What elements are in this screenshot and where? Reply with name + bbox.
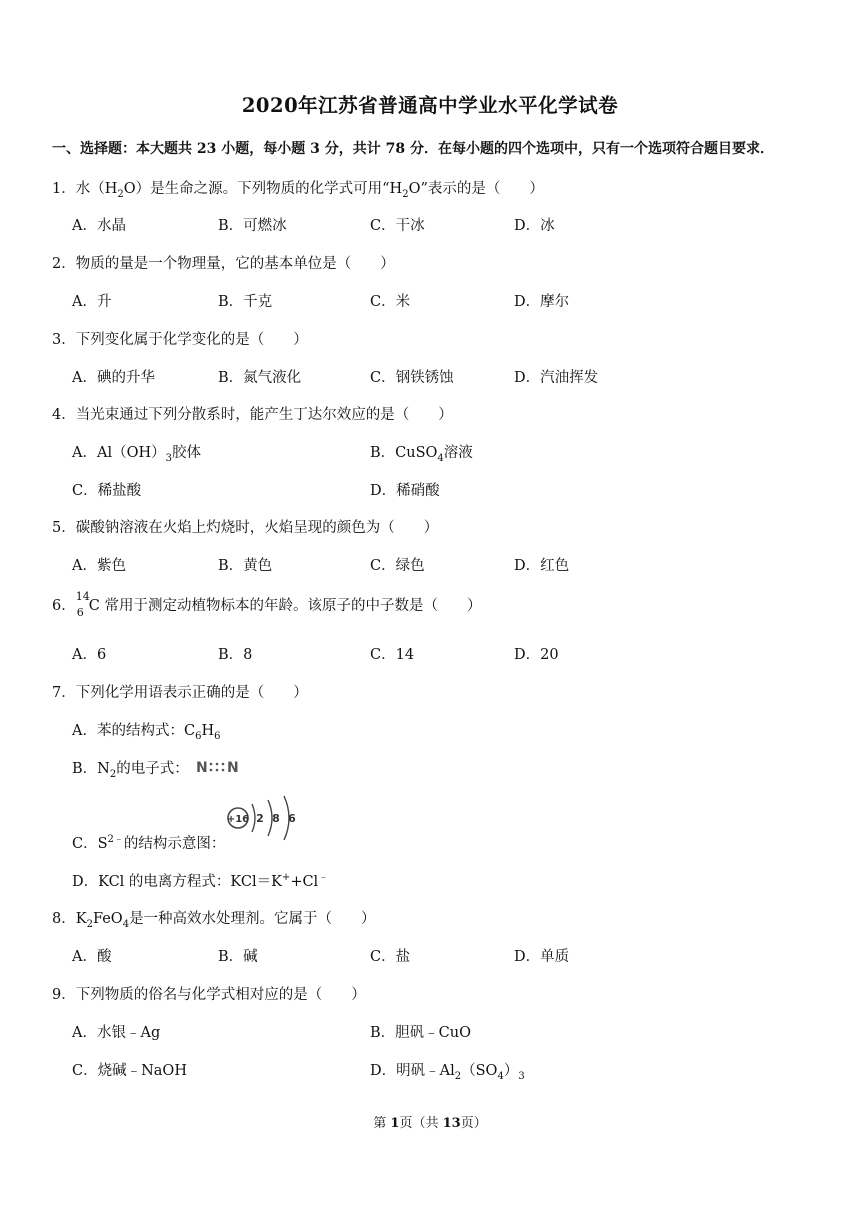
question-8-stem: 8．$K_2FeO_4$是一种高效水处理剂。它属于（ ） — [52, 911, 376, 930]
q7-option-c: C．$S^{2﹣}$的结构示意图： — [72, 834, 226, 852]
q7-option-a: A．苯的结构式：$C_6H_6$ — [72, 723, 221, 742]
q3-option-c: C．钢铁锈蚀 — [370, 370, 454, 386]
question-5-stem: 5．碳酸钠溶液在火焰上灼烧时，火焰呈现的颜色为（ ） — [52, 520, 439, 536]
question-6-stem: 6． 14 6 C 常用于测定动植物标本的年龄。该原子的中子数是（ ） — [52, 590, 482, 619]
question-3-stem: 3．下列变化属于化学变化的是（ ） — [52, 332, 308, 348]
svg-text:N: N — [226, 760, 239, 776]
q3-option-d: D．汽油挥发 — [514, 370, 599, 386]
q6-option-c: C．14 — [370, 647, 415, 663]
q8-option-b: B．碱 — [218, 949, 258, 965]
q2-option-b: B．千克 — [218, 294, 273, 310]
svg-text:+16: +16 — [226, 814, 250, 825]
q2-option-a: A．升 — [72, 294, 112, 310]
q8-option-d: D．单质 — [514, 949, 570, 965]
q4-option-b: B．CuSO$_4$溶液 — [370, 445, 473, 464]
isotope-notation: 14 6 — [75, 590, 90, 619]
q3-option-b: B．氮气液化 — [218, 370, 302, 386]
q2-option-c: C．米 — [370, 294, 411, 310]
n2-electron-formula — [195, 758, 245, 780]
q1-option-b: B．可燃冰 — [218, 218, 287, 234]
question-2-stem: 2．物质的量是一个物理量，它的基本单位是（ ） — [52, 256, 395, 272]
q9-option-a: A．水银﹣Ag — [72, 1025, 161, 1041]
question-4-stem: 4．当光束通过下列分散系时，能产生丁达尔效应的是（ ） — [52, 407, 453, 423]
page-title: 2020年江苏省普通高中学业水平化学试卷 — [241, 94, 619, 117]
q4-option-a: A．$Al(OH)_3$胶体 — [72, 445, 201, 464]
q7-option-d: D．KCl 的电离方程式：KCl＝K++Cl﹣ — [72, 872, 329, 890]
q1-option-a: A．水晶 — [72, 218, 126, 234]
q5-option-c: C．绿色 — [370, 558, 425, 574]
q6-option-b: B．8 — [218, 647, 253, 663]
q3-option-a: A．碘的升华 — [72, 370, 155, 386]
q7-option-b: B．$N_2$的电子式： N N N:::N — [72, 757, 245, 780]
svg-text:6: 6 — [288, 812, 296, 825]
question-1-stem: 1．水$(H_2O)$是生命之源。下列物质的化学式可用“$H_2O$”表示的是（ ） — [52, 181, 544, 200]
q6-option-d: D．20 — [514, 647, 559, 663]
q1-option-d: D．冰 — [514, 218, 555, 234]
svg-text:2: 2 — [256, 812, 264, 825]
q8-option-a: A．酸 — [72, 949, 112, 965]
q5-option-b: B．黄色 — [218, 558, 273, 574]
q9-option-b: B．胆矾﹣CuO — [370, 1025, 471, 1041]
svg-text:8: 8 — [272, 812, 280, 825]
q1-option-c: C．干冰 — [370, 218, 425, 234]
page-footer: 第 1页（共 13页） — [373, 1116, 487, 1131]
q2-option-d: D．摩尔 — [514, 294, 570, 310]
section-header: 一、选择题：本大题共 23 小题，每小题 3 分，共计 78 分．在每小题的四个选项中，只有一个选项符合题目要求． — [52, 141, 774, 157]
q8-option-c: C．盐 — [370, 949, 411, 965]
question-7-stem: 7．下列化学用语表示正确的是（ ） — [52, 685, 308, 701]
question-9-stem: 9．下列物质的俗名与化学式相对应的是（ ） — [52, 987, 366, 1003]
q9-option-c: C．烧碱﹣NaOH — [72, 1063, 187, 1079]
q9-option-d: D．明矾$﹣Al_2(SO_4)_3$ — [370, 1063, 525, 1082]
q6-option-a: A．6 — [72, 647, 107, 663]
svg-text:N: N — [195, 760, 208, 776]
q5-option-d: D．红色 — [514, 558, 570, 574]
q4-option-d: D．稀硝酸 — [370, 483, 440, 499]
q5-option-a: A．紫色 — [72, 558, 126, 574]
svg-text:N:::N: N:::N — [194, 758, 198, 759]
q4-option-c: C．稀盐酸 — [72, 483, 142, 499]
s2-ion-structure-diagram — [222, 792, 302, 846]
